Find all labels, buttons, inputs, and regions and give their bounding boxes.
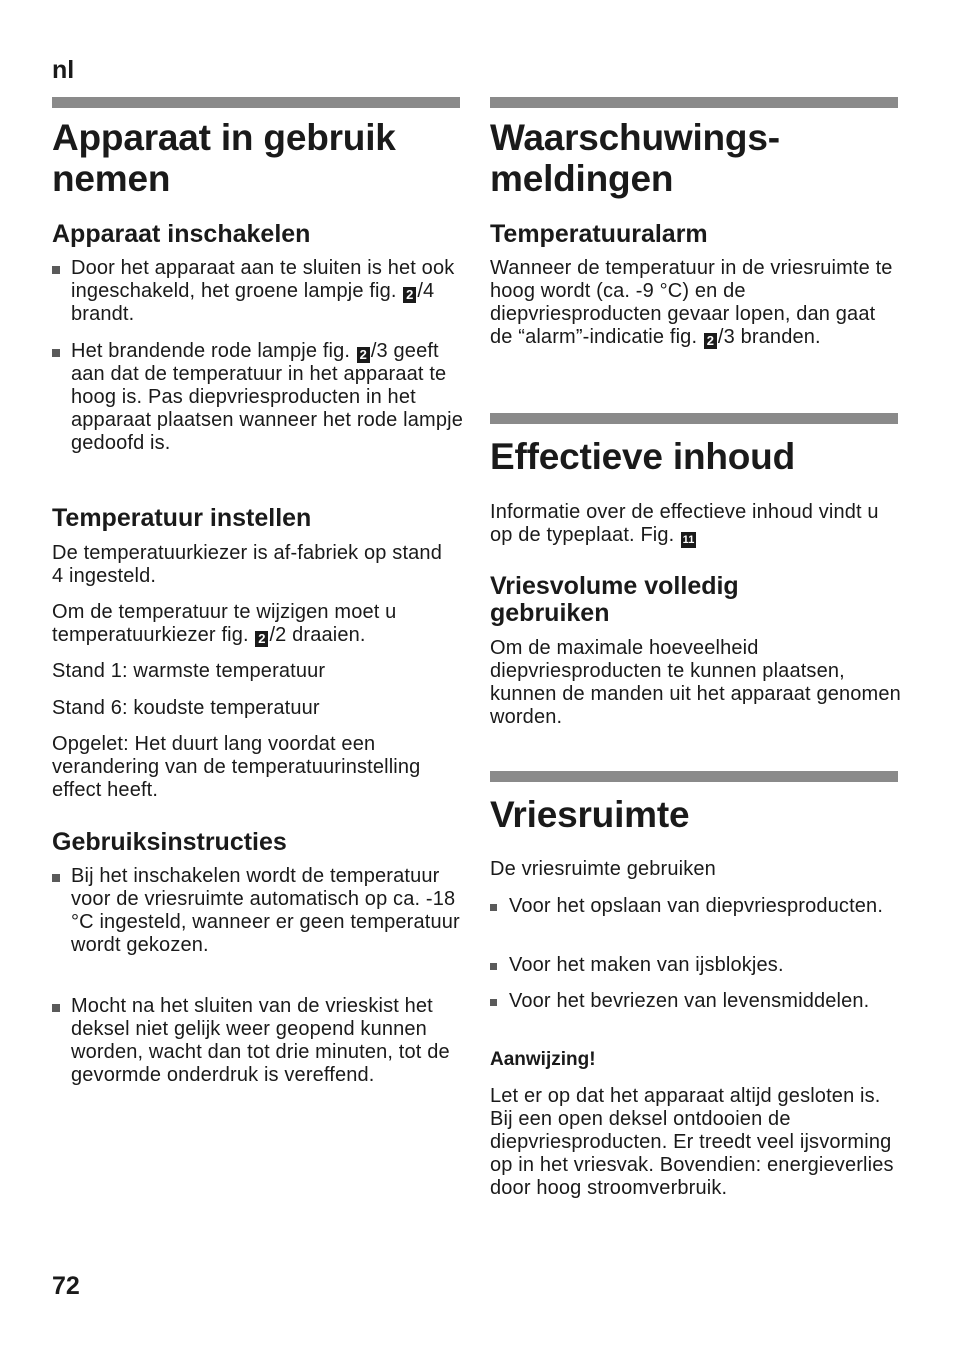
- paragraph: [52, 733, 464, 802]
- bullet-square-icon: [52, 266, 60, 274]
- paragraph: [490, 501, 890, 548]
- paragraph-text: Informatie over de effectieve inhoud vindt u op de typeplaat. Fig.: [490, 501, 879, 546]
- paragraph: De temperatuurkiezer is af-fabriek op stand 4 ingesteld.: [52, 542, 442, 587]
- bullet-square-icon: [52, 349, 60, 357]
- bullet-text: Bij het inschakelen wordt de temperatuur voor de vriesruimte automatisch op ca. -18 °C ingesteld, wanneer er geen temperatuur wordt gekozen.: [71, 865, 460, 956]
- bullet-square-icon: [490, 963, 497, 970]
- caution-text: Het duurt lang voordat een verandering van de temperatuurinstelling effect heeft.: [52, 733, 421, 801]
- section-divider-bar: [490, 97, 898, 108]
- section-title-freezer: Vriesruimte: [490, 794, 690, 835]
- list-item: [490, 954, 902, 977]
- list-item: [52, 865, 464, 957]
- note-text: Let er op dat het apparaat altijd gesloten is. Bij een open deksel ontdooien de diepvriesproducten. Er treedt veel ijsvorming op in het vriesvak. Bovendien: energieverlies door hoog stroomverbruik.: [490, 1085, 894, 1199]
- bullet-text-end: /3 geeft aan dat de temperatuur in het apparaat te hoog is. Pas diepvriesproducten in het apparaat plaatsen wanneer het rode lampje gedoofd is.: [71, 340, 463, 454]
- page-number: 72: [52, 1272, 80, 1300]
- paragraph-text: Wanneer de temperatuur in de vriesruimte te hoog wordt (ca. -9 °C) en de diepvriesproducten gevaar lopen, dan gaat de “alarm”-indicatie fig.: [490, 257, 893, 348]
- bullet-text: Door het apparaat aan te sluiten is het ook ingeschakeld, het groene lampje fig.: [71, 257, 455, 302]
- section-title-line: meldingen: [490, 158, 674, 199]
- bullet-text: Voor het opslaan van diepvriesproducten.: [509, 895, 884, 917]
- note-label: Aanwijzing!: [490, 1049, 596, 1070]
- heading-temperature-alarm: Temperatuuralarm: [490, 220, 708, 248]
- heading-switch-on: Apparaat inschakelen: [52, 220, 311, 248]
- heading-set-temperature: Temperatuur instellen: [52, 504, 312, 532]
- list-item: [490, 990, 902, 1013]
- heading-full-volume: [490, 573, 902, 627]
- list-item: [52, 340, 464, 455]
- bullet-text-end: /4 brandt.: [71, 280, 435, 325]
- list-item: [52, 995, 464, 1087]
- paragraph: [52, 601, 452, 647]
- bullet-text: Voor het maken van ijsblokjes.: [509, 954, 784, 976]
- figure-ref-badge: 2: [403, 287, 416, 303]
- heading-usage-instructions: Gebruiksinstructies: [52, 828, 287, 856]
- figure-ref-badge: 11: [682, 534, 695, 546]
- section-title-line: Waarschuwings-: [490, 117, 780, 158]
- section-divider-bar: [490, 771, 898, 782]
- paragraph-text-end: /2 draaien.: [269, 624, 366, 646]
- paragraph: Stand 1: warmste temperatuur: [52, 660, 326, 682]
- section-divider-bar: [52, 97, 460, 108]
- language-label: nl: [52, 56, 75, 84]
- figure-ref-badge: 2: [357, 347, 370, 363]
- section-divider-bar: [490, 413, 898, 424]
- paragraph: [490, 257, 902, 349]
- paragraph: De vriesruimte gebruiken: [490, 858, 716, 880]
- section-title-commissioning: Apparaat in gebruik nemen: [52, 117, 396, 199]
- bullet-text: Het brandende rode lampje fig.: [71, 340, 351, 362]
- figure-ref-badge: 2: [255, 631, 268, 647]
- bullet-square-icon: [52, 1004, 60, 1012]
- paragraph-text-end: /3 branden.: [717, 326, 821, 348]
- bullet-text: Mocht na het sluiten van de vrieskist het deksel niet gelijk weer geopend kunnen worden, wacht dan tot drie minuten, tot de gevormde onderdruk is vereffend.: [71, 995, 450, 1086]
- paragraph: Stand 6: koudste temperatuur: [52, 697, 320, 719]
- section-title-capacity: Effectieve inhoud: [490, 436, 795, 477]
- list-item: [490, 895, 902, 918]
- bullet-square-icon: [52, 874, 60, 882]
- bullet-square-icon: [490, 904, 497, 911]
- subheading-line: Vriesvolume volledig: [490, 572, 739, 600]
- list-item: [52, 257, 464, 326]
- bullet-text: Voor het bevriezen van levensmiddelen.: [509, 990, 870, 1012]
- paragraph-text: Om de temperatuur te wijzigen moet u temperatuurkiezer fig.: [52, 601, 397, 646]
- paragraph: Om de maximale hoeveelheid diepvriesproducten te kunnen plaatsen, kunnen de manden uit het apparaat genomen worden.: [490, 637, 901, 728]
- bullet-square-icon: [490, 999, 497, 1006]
- figure-ref-badge: 2: [704, 333, 717, 349]
- section-title-warnings: [490, 117, 902, 199]
- caution-label: Opgelet:: [52, 733, 129, 755]
- subheading-line: gebruiken: [490, 599, 610, 627]
